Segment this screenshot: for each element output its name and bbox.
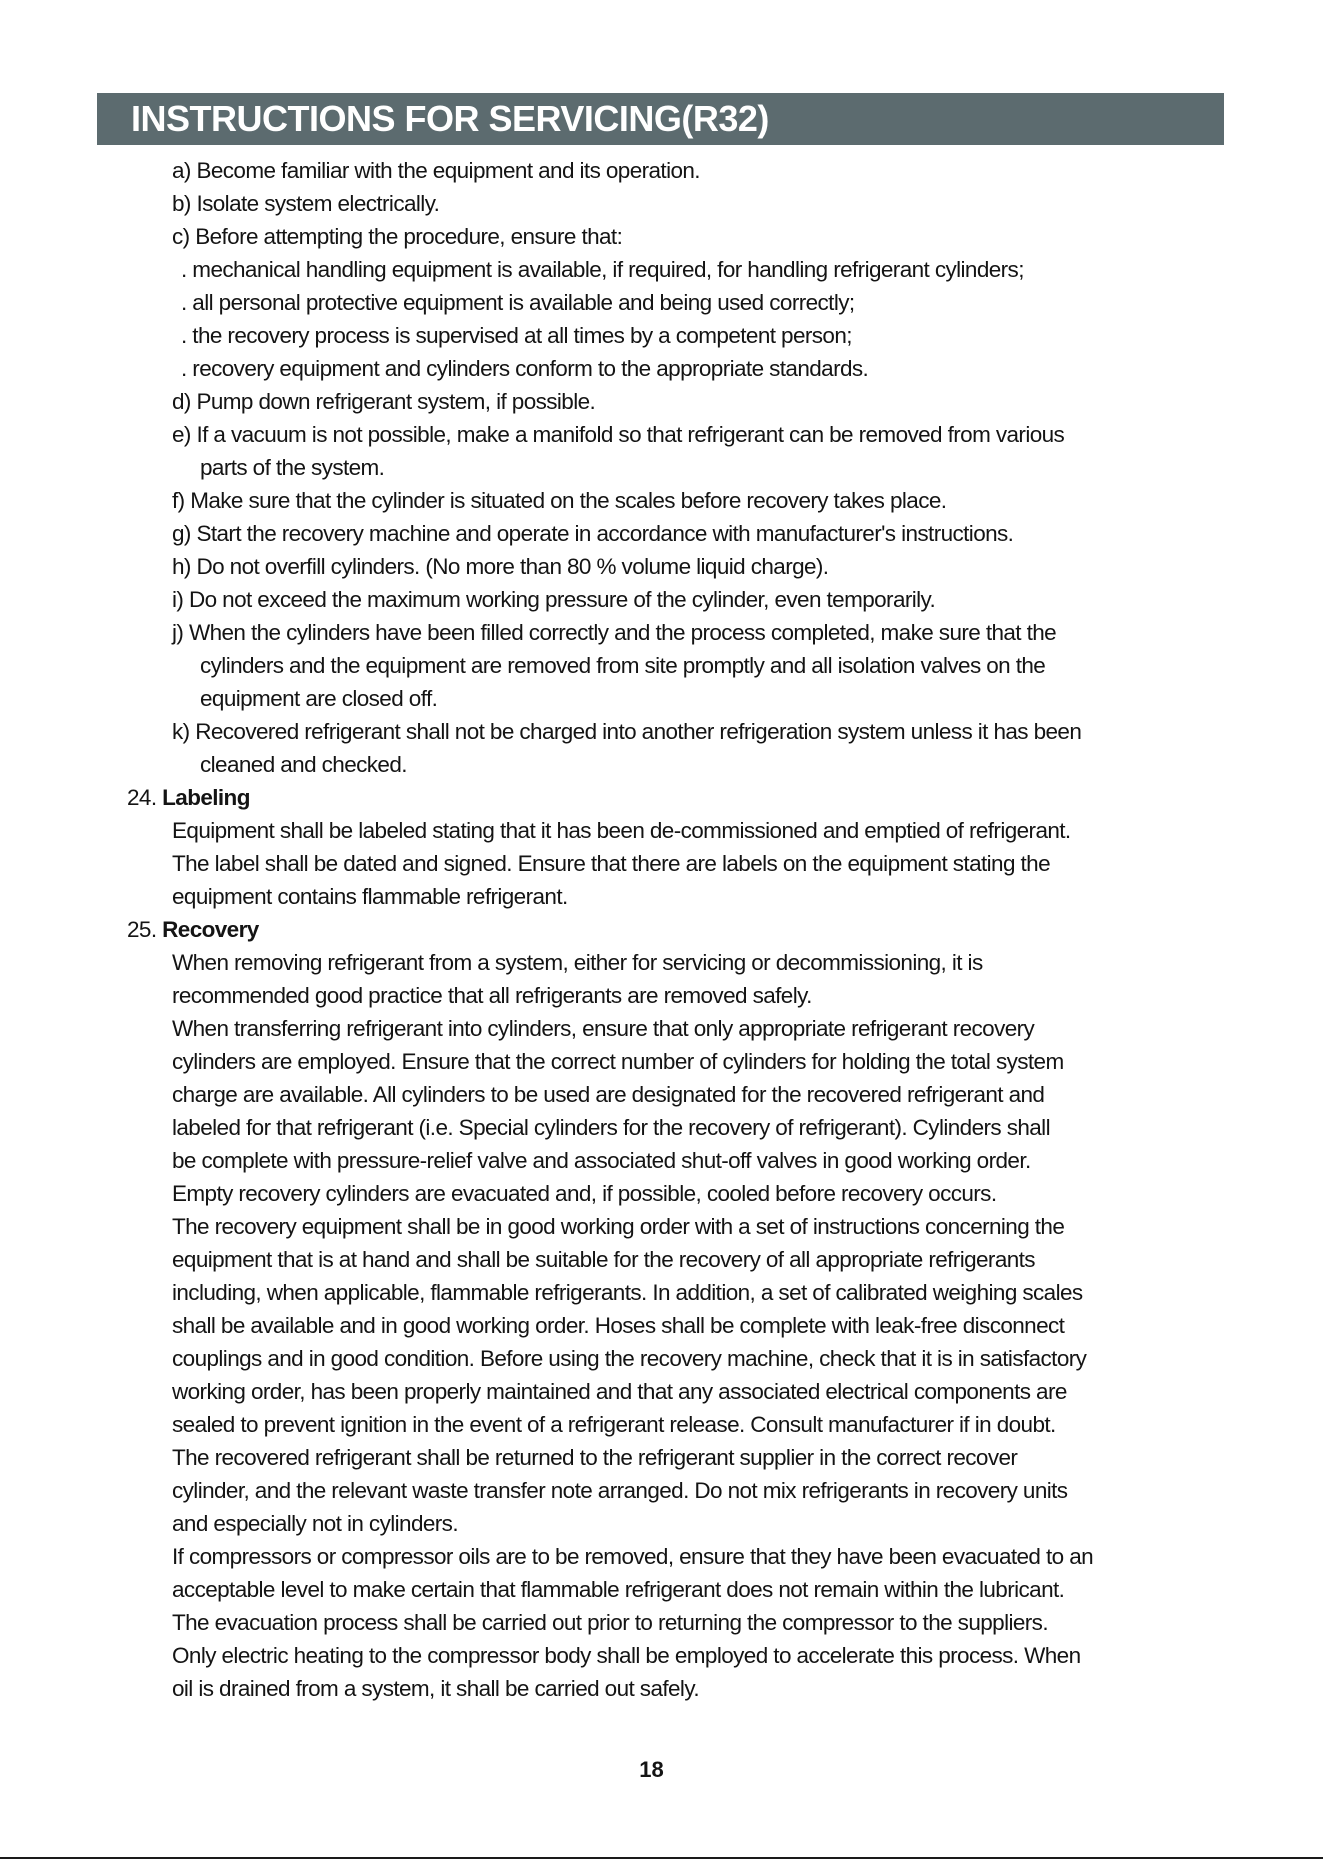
paragraph-line: including, when applicable, flammable refrigerants. In addition, a set of calibrated weighing scales bbox=[172, 1280, 1083, 1305]
section-heading-recovery bbox=[0, 913, 1323, 946]
section-title: Labeling bbox=[162, 785, 250, 810]
paragraph-line: recommended good practice that all refrigerants are removed safely. bbox=[172, 983, 812, 1008]
paragraph-line: charge are available. All cylinders to be used are designated for the recovered refrigerant and bbox=[172, 1082, 1045, 1107]
paragraph-line: cylinders are employed. Ensure that the correct number of cylinders for holding the total system bbox=[172, 1049, 1064, 1074]
bullet-item: . recovery equipment and cylinders conform to the appropriate standards. bbox=[181, 356, 869, 381]
paragraph-line: working order, has been properly maintained and that any associated electrical components are bbox=[172, 1379, 1067, 1404]
step-k: k) Recovered refrigerant shall not be charged into another refrigeration system unless it has been bbox=[172, 719, 1082, 744]
paragraph-line: Equipment shall be labeled stating that it has been de-commissioned and emptied of refrigerant. bbox=[172, 818, 1071, 843]
paragraph-line: oil is drained from a system, it shall be carried out safely. bbox=[172, 1676, 699, 1701]
paragraph-line: sealed to prevent ignition in the event of a refrigerant release. Consult manufacturer if in doubt. bbox=[172, 1412, 1056, 1437]
section-title: Recovery bbox=[162, 917, 259, 942]
paragraph-line: equipment contains flammable refrigerant. bbox=[172, 884, 568, 909]
step-f: f) Make sure that the cylinder is situated on the scales before recovery takes place. bbox=[172, 488, 947, 513]
step-e: e) If a vacuum is not possible, make a manifold so that refrigerant can be removed from various bbox=[172, 422, 1065, 447]
bullet-item: . all personal protective equipment is available and being used correctly; bbox=[181, 290, 855, 315]
paragraph-line: When removing refrigerant from a system, either for servicing or decommissioning, it is bbox=[172, 950, 983, 975]
paragraph-line: Only electric heating to the compressor body shall be employed to accelerate this process. When bbox=[172, 1643, 1081, 1668]
paragraph-line: The label shall be dated and signed. Ensure that there are labels on the equipment stating the bbox=[172, 851, 1050, 876]
step-e-continued: parts of the system. bbox=[200, 455, 385, 480]
paragraph-line: acceptable level to make certain that flammable refrigerant does not remain within the lubricant. bbox=[172, 1577, 1065, 1602]
section-number: 24. bbox=[127, 785, 157, 810]
step-b: b) Isolate system electrically. bbox=[172, 191, 440, 216]
paragraph-line: The recovery equipment shall be in good working order with a set of instructions concerning the bbox=[172, 1214, 1065, 1239]
step-j-continued: equipment are closed off. bbox=[200, 686, 438, 711]
paragraph-line: be complete with pressure-relief valve and associated shut-off valves in good working order. bbox=[172, 1148, 1031, 1173]
section-heading-labeling bbox=[0, 781, 1323, 814]
paragraph-line: couplings and in good condition. Before using the recovery machine, check that it is in satisfactory bbox=[172, 1346, 1087, 1371]
paragraph-line: Empty recovery cylinders are evacuated and, if possible, cooled before recovery occurs. bbox=[172, 1181, 997, 1206]
page-title: INSTRUCTIONS FOR SERVICING(R32) bbox=[131, 98, 769, 139]
section-number: 25. bbox=[127, 917, 157, 942]
step-i: i) Do not exceed the maximum working pressure of the cylinder, even temporarily. bbox=[172, 587, 936, 612]
bottom-rule bbox=[0, 1857, 1323, 1859]
step-d: d) Pump down refrigerant system, if possible. bbox=[172, 389, 596, 414]
step-a: a) Become familiar with the equipment and its operation. bbox=[172, 158, 700, 183]
paragraph-line: and especially not in cylinders. bbox=[172, 1511, 458, 1536]
paragraph-line: If compressors or compressor oils are to be removed, ensure that they have been evacuated to an bbox=[172, 1544, 1094, 1569]
document-body bbox=[0, 154, 1323, 1705]
step-c: c) Before attempting the procedure, ensure that: bbox=[172, 224, 623, 249]
page-number: 18 bbox=[639, 1757, 664, 1782]
step-j: j) When the cylinders have been filled correctly and the process completed, make sure that the bbox=[172, 620, 1057, 645]
bullet-item: . mechanical handling equipment is available, if required, for handling refrigerant cylinders; bbox=[181, 257, 1024, 282]
paragraph-line: shall be available and in good working order. Hoses shall be complete with leak-free disconnect bbox=[172, 1313, 1065, 1338]
paragraph-line: When transferring refrigerant into cylinders, ensure that only appropriate refrigerant recovery bbox=[172, 1016, 1035, 1041]
step-k-continued: cleaned and checked. bbox=[200, 752, 407, 777]
header-bar bbox=[97, 93, 1224, 145]
paragraph-line: equipment that is at hand and shall be suitable for the recovery of all appropriate refrigerants bbox=[172, 1247, 1035, 1272]
paragraph-line: cylinder, and the relevant waste transfer note arranged. Do not mix refrigerants in recovery units bbox=[172, 1478, 1068, 1503]
step-g: g) Start the recovery machine and operate in accordance with manufacturer's instructions. bbox=[172, 521, 1014, 546]
step-h: h) Do not overfill cylinders. (No more than 80 % volume liquid charge). bbox=[172, 554, 829, 579]
paragraph-line: labeled for that refrigerant (i.e. Special cylinders for the recovery of refrigerant). Cylinders shall bbox=[172, 1115, 1050, 1140]
bullet-item: . the recovery process is supervised at all times by a competent person; bbox=[181, 323, 852, 348]
paragraph-line: The evacuation process shall be carried out prior to returning the compressor to the suppliers. bbox=[172, 1610, 1048, 1635]
step-j-continued: cylinders and the equipment are removed from site promptly and all isolation valves on the bbox=[200, 653, 1046, 678]
paragraph-line: The recovered refrigerant shall be returned to the refrigerant supplier in the correct recover bbox=[172, 1445, 1018, 1470]
